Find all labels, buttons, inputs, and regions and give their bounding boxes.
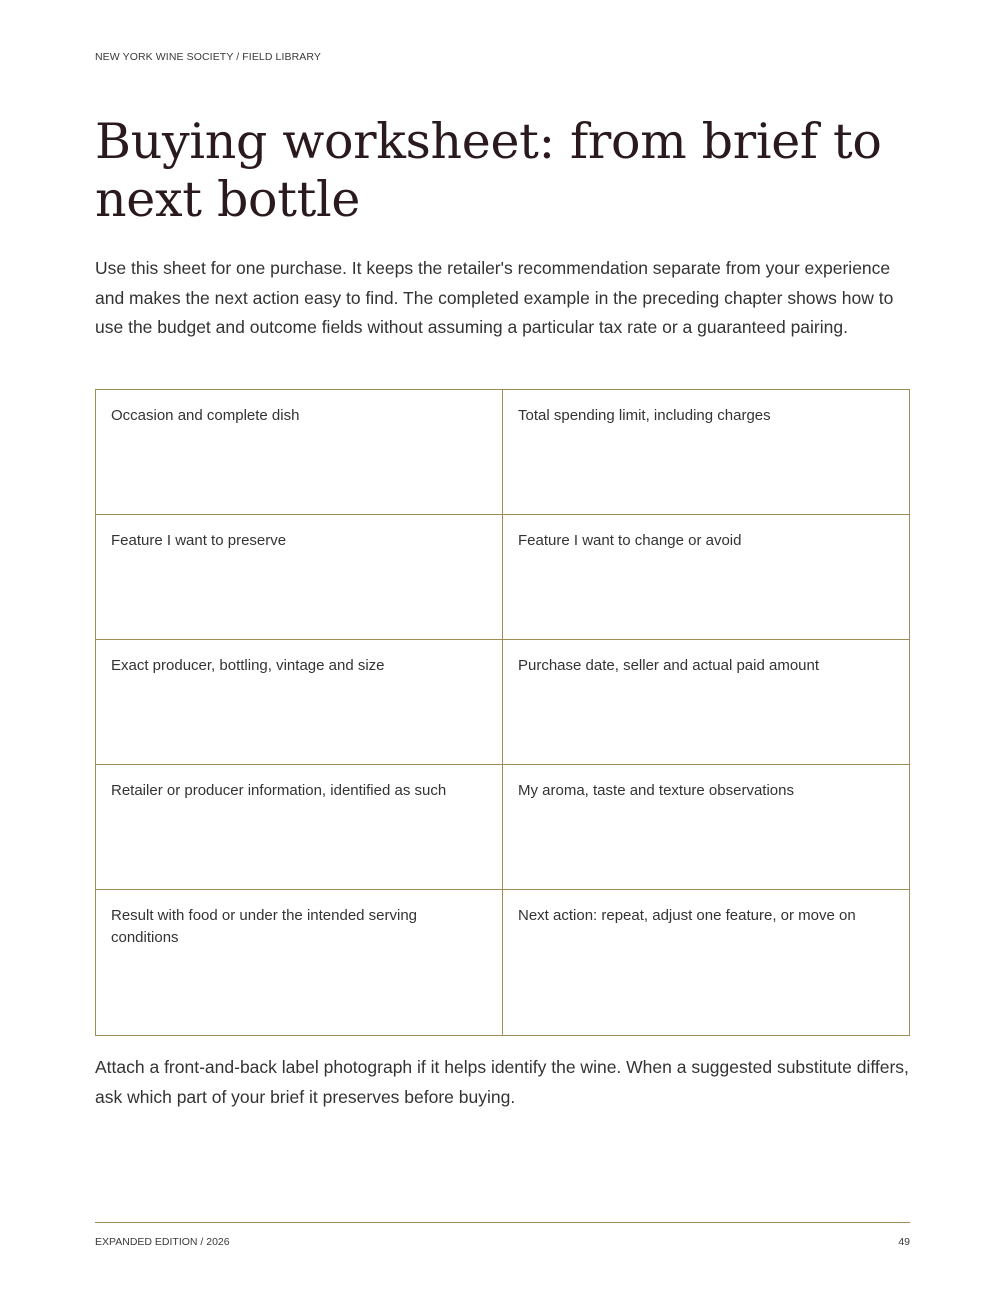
footer-edition: EXPANDED EDITION / 2026 — [95, 1236, 230, 1248]
field-retailer-info[interactable]: Retailer or producer information, identified as such — [96, 765, 503, 890]
field-observations[interactable]: My aroma, taste and texture observations — [503, 765, 910, 890]
worksheet-table — [95, 389, 910, 1036]
field-purchase-details[interactable]: Purchase date, seller and actual paid amount — [503, 640, 910, 765]
worksheet-row — [96, 640, 910, 765]
intro-paragraph: Use this sheet for one purchase. It keeps the retailer's recommendation separate from your experience and makes the next action easy to find. The completed example in the preceding chapter shows how to use the budget and outcome fields without assuming a particular tax rate or a guaranteed pairing. — [95, 258, 894, 337]
field-producer-details[interactable]: Exact producer, bottling, vintage and size — [96, 640, 503, 765]
field-next-action[interactable]: Next action: repeat, adjust one feature, or move on — [503, 890, 910, 1036]
running-head: NEW YORK WINE SOCIETY / FIELD LIBRARY — [95, 51, 321, 63]
worksheet-row — [96, 515, 910, 640]
page-number: 49 — [898, 1236, 910, 1248]
page-title: Buying worksheet: from brief to next bottle — [95, 113, 882, 228]
field-occasion-dish[interactable]: Occasion and complete dish — [96, 390, 503, 515]
field-result[interactable]: Result with food or under the intended serving conditions — [96, 890, 503, 1036]
worksheet-row — [96, 765, 910, 890]
field-feature-change[interactable]: Feature I want to change or avoid — [503, 515, 910, 640]
worksheet-row — [96, 890, 910, 1036]
field-feature-preserve[interactable]: Feature I want to preserve — [96, 515, 503, 640]
worksheet-row — [96, 390, 910, 515]
footer-divider — [95, 1222, 910, 1223]
field-spending-limit[interactable]: Total spending limit, including charges — [503, 390, 910, 515]
closing-paragraph: Attach a front-and-back label photograph if it helps identify the wine. When a suggested substitute differs, ask which part of your brief it preserves before buying. — [95, 1057, 909, 1107]
